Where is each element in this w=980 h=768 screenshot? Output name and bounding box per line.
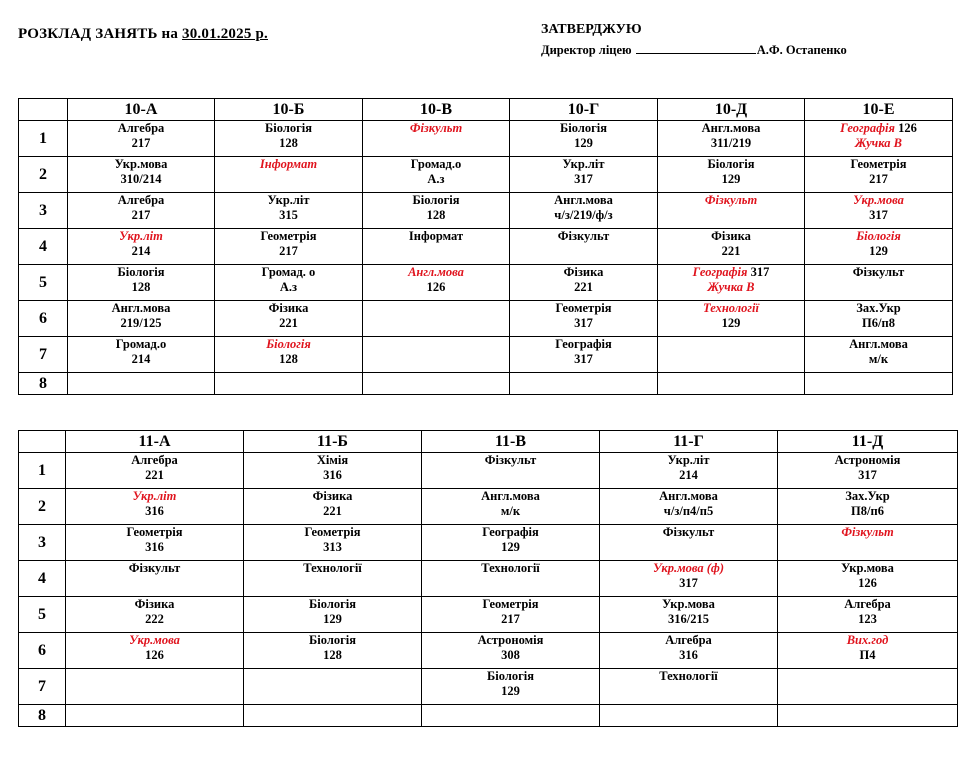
subject-name: Фізика [134,597,175,611]
room-number: 214 [131,244,151,258]
room-number: 221 [145,468,164,482]
lesson-cell [215,265,363,301]
subject-name: Технології [481,561,540,575]
lesson-cell [510,229,658,265]
room-number: 313 [323,540,342,554]
lesson-cell [244,489,422,525]
room-number: 128 [426,208,446,222]
class-header: 10-Г [510,99,658,121]
lesson-cell [658,193,805,229]
lesson-cell [658,265,805,301]
lesson-cell [422,597,600,633]
signature-line [636,42,756,54]
table-body [19,121,953,395]
room-number: А.з [279,280,298,294]
subject-name: Алгебра [665,633,712,647]
lesson-cell [600,669,778,705]
title-prefix: РОЗКЛАД ЗАНЯТЬ на [18,26,183,42]
room-number: 129 [501,684,520,698]
lesson-cell [658,337,805,373]
room-number: 221 [574,280,593,294]
room-number: 217 [501,612,520,626]
subject-name: Фізкульт [409,121,463,135]
room-number: П4 [859,648,876,662]
room-number: 316/215 [668,612,709,626]
room-number: 128 [131,280,151,294]
room-number: 214 [131,352,151,366]
room-number: м/к [868,352,889,366]
lesson-cell [68,337,215,373]
subject-name: Громад.о [410,157,462,171]
lesson-cell [215,229,363,265]
lesson-cell [600,489,778,525]
lesson-cell [66,597,244,633]
lesson-cell [66,669,244,705]
lesson-row [19,265,953,301]
lesson-number: 2 [19,157,68,193]
room-number: 317 [574,172,593,186]
schedule-table-grade-11 [18,430,958,727]
lesson-cell [805,337,953,373]
class-header: 10-Е [805,99,953,121]
subject-name: Технології [659,669,718,683]
director-label: Директор ліцею [541,43,635,57]
lesson-cell [778,489,958,525]
lesson-cell [422,489,600,525]
subject-name: Географія [840,121,895,135]
subject-name: Фізкульт [128,561,181,575]
room-number: 126 [145,648,164,662]
lesson-cell [805,301,953,337]
lesson-cell [363,157,510,193]
room-number: А.з [427,172,445,186]
room-number: 129 [323,612,342,626]
lesson-cell [215,157,363,193]
lesson-number: 1 [19,121,68,157]
lesson-cell [778,597,958,633]
subject-name: Біологія [117,265,165,279]
lesson-number: 3 [19,193,68,229]
subject-name: Укр.мова [662,597,715,611]
subject-name: Біологія [265,121,312,135]
subject-name: Хімія [316,453,349,467]
room-number: 217 [279,244,298,258]
lesson-number: 7 [19,669,66,705]
lesson-cell [658,157,805,193]
schedule-title [18,26,268,43]
lesson-row [19,525,958,561]
subject-name: Укр.літ [667,453,710,467]
lesson-cell [363,373,510,395]
subject-name [805,121,952,136]
subject-name: Фізкульт [841,525,894,539]
room-number: 222 [145,612,164,626]
subject-name: Фізкульт [662,525,715,539]
subject-name: Геометрія [555,301,612,315]
lesson-number: 8 [19,373,68,395]
subject-name: Фізика [312,489,353,503]
subject-name: Англ.мова [701,121,761,135]
subject-name: Алгебра [117,121,165,135]
lesson-number: 8 [19,705,66,727]
lesson-number: 5 [19,265,68,301]
subject-name: Геометрія [850,157,907,171]
room-number: 221 [721,244,741,258]
approval-block [541,20,847,60]
subject-name: Вих.год [846,633,889,647]
room-number: 214 [679,468,698,482]
subject-name: Алгебра [844,597,891,611]
corner-cell [19,99,68,121]
subject-name: Геометрія [126,525,183,539]
room-number: 129 [721,316,741,330]
lesson-cell [363,193,510,229]
room-number: 317 [858,468,877,482]
subject-name: Фізика [563,265,604,279]
lesson-number: 1 [19,453,66,489]
room-number: м/к [500,504,521,518]
subject-name: Англ.мова [659,489,718,503]
lesson-row [19,373,953,395]
subject-name: Укр.мова (ф) [652,561,725,575]
room-number: 315 [279,208,298,222]
lesson-cell [778,669,958,705]
lesson-row [19,633,958,669]
lesson-number: 4 [19,229,68,265]
schedule-table-grade-10 [18,98,953,395]
room-number: 316 [323,468,342,482]
lesson-row [19,337,953,373]
lesson-cell [510,373,658,395]
lesson-cell [66,453,244,489]
lesson-cell [215,301,363,337]
lesson-row [19,453,958,489]
lesson-cell [600,453,778,489]
class-header: 11-А [66,431,244,453]
subject-name: Укр.мова [114,157,168,171]
room-number: 126 [894,121,917,135]
lesson-cell [244,597,422,633]
room-number: 310/214 [120,172,162,186]
room-number: 126 [426,280,446,294]
class-header: 11-Г [600,431,778,453]
subject-name: Англ.мова [481,489,540,503]
approve-label: ЗАТВЕРДЖУЮ [541,22,642,37]
room-number: 308 [501,648,520,662]
room-number: 221 [279,316,298,330]
lesson-row [19,121,953,157]
lesson-cell [510,337,658,373]
corner-cell [19,431,66,453]
class-header: 10-Д [658,99,805,121]
lesson-number: 2 [19,489,66,525]
table-body [19,453,958,727]
lesson-cell [215,373,363,395]
room-number: 317 [747,265,770,279]
subject-name: Біологія [412,193,460,207]
lesson-row [19,301,953,337]
class-header: 10-В [363,99,510,121]
lesson-cell [422,453,600,489]
lesson-number: 7 [19,337,68,373]
lesson-cell [658,229,805,265]
room-number: 128 [279,352,298,366]
lesson-cell [68,301,215,337]
lesson-row [19,705,958,727]
lesson-cell [66,705,244,727]
subject-name: Біологія [560,121,607,135]
header-row [19,431,958,453]
subject-name: Укр.літ [119,229,163,243]
lesson-row [19,229,953,265]
class-header: 11-В [422,431,600,453]
subject-name: Астрономія [477,633,544,647]
subject-name: Технології [703,301,759,315]
director-line [541,40,847,60]
room-number: 128 [323,648,342,662]
room-number: П6/п8 [862,316,895,330]
room-number: 317 [574,316,593,330]
room-number: 317 [869,208,888,222]
subject-name: Фізика [268,301,309,315]
lesson-cell [658,121,805,157]
header-row [19,99,953,121]
lesson-cell [215,121,363,157]
lesson-cell [778,705,958,727]
subject-name: Англ.мова [408,265,464,279]
lesson-cell [805,193,953,229]
subject-name: Біологія [707,157,755,171]
lesson-number: 6 [19,301,68,337]
subject-name: Алгебра [131,453,178,467]
lesson-cell [68,193,215,229]
room-number: 316 [145,504,164,518]
room-number: ч/з/п4/п5 [663,504,714,518]
lesson-row [19,561,958,597]
subject-name: Інформат [408,229,464,243]
subject-name: Англ.мова [849,337,908,351]
room-number: 129 [501,540,520,554]
subject-name: Біологія [309,597,356,611]
lesson-cell [805,157,953,193]
subject-name: Зах.Укр [856,301,901,315]
lesson-cell [600,561,778,597]
lesson-row [19,489,958,525]
lesson-cell [363,265,510,301]
subject-name: Англ.мова [111,301,171,315]
lesson-cell [66,561,244,597]
lesson-cell [422,669,600,705]
lesson-row [19,157,953,193]
room-number: 311/219 [710,136,752,150]
lesson-cell [778,561,958,597]
class-header: 10-А [68,99,215,121]
subject-name: Інформат [259,157,318,171]
class-header: 11-Д [778,431,958,453]
lesson-cell [66,525,244,561]
lesson-cell [778,453,958,489]
room-number: 123 [858,612,877,626]
subject-name [658,265,804,280]
lesson-cell [68,265,215,301]
subject-name: Громад. о [261,265,316,279]
lesson-cell [422,561,600,597]
lesson-cell [600,597,778,633]
subject-name: Фізкульт [704,193,758,207]
lesson-cell [658,373,805,395]
lesson-cell [244,561,422,597]
schedule-date: 30.01.2025 р. [182,26,268,42]
subject-name: Укр.мова [841,561,894,575]
lesson-cell [600,633,778,669]
room-number: 316 [679,648,698,662]
room-number: 219/125 [120,316,162,330]
lesson-cell [805,265,953,301]
lesson-cell [363,337,510,373]
lesson-row [19,597,958,633]
subject-name: Технології [303,561,362,575]
lesson-cell [658,301,805,337]
lesson-row [19,193,953,229]
subject-name: Біологія [309,633,356,647]
room-number: 317 [679,576,698,590]
lesson-cell [422,705,600,727]
lesson-cell [510,121,658,157]
lesson-cell [363,229,510,265]
lesson-number: 3 [19,525,66,561]
lesson-cell [68,373,215,395]
room-number: 217 [869,172,888,186]
class-header: 11-Б [244,431,422,453]
room-number: 128 [279,136,298,150]
subject-name: Укр.мова [129,633,180,647]
lesson-cell [244,453,422,489]
lesson-cell [600,705,778,727]
lesson-number: 4 [19,561,66,597]
lesson-cell [778,633,958,669]
subject-name: Геометрія [482,597,539,611]
lesson-cell [510,157,658,193]
subject-name: Алгебра [117,193,165,207]
subject-name: Фізкульт [852,265,905,279]
director-name: А.Ф. Остапенко [756,43,847,57]
subject-name: Укр.літ [562,157,605,171]
subject-name: Геометрія [260,229,317,243]
room-number: ч/з/219/ф/з [554,208,613,222]
lesson-cell [244,633,422,669]
subject-name: Англ.мова [554,193,613,207]
subject-name: Біологія [487,669,534,683]
lesson-cell [244,525,422,561]
lesson-cell [363,121,510,157]
lesson-cell [66,633,244,669]
lesson-row [19,669,958,705]
subject-name: Укр.літ [132,489,177,503]
subject-name: Фізика [711,229,751,243]
room-number: 129 [721,172,741,186]
subject-name: Фізкульт [484,453,537,467]
subject-name: Географія [555,337,612,351]
lesson-cell [363,301,510,337]
lesson-cell [422,633,600,669]
room-number: 317 [574,352,593,366]
subject-name: Фізкульт [557,229,610,243]
lesson-number: 5 [19,597,66,633]
lesson-cell [510,193,658,229]
subject-name: Громад.о [115,337,167,351]
room-number: 221 [323,504,342,518]
room-number: 126 [858,576,877,590]
room-number: П8/п6 [851,504,884,518]
subject-name: Укр.мова [853,193,904,207]
lesson-number: 6 [19,633,66,669]
subject-name: Біологія [266,337,311,351]
lesson-cell [215,337,363,373]
subject-name: Біологія [856,229,901,243]
lesson-cell [68,121,215,157]
room-number: Жучка В [707,280,755,294]
lesson-cell [805,373,953,395]
subject-name: Зах.Укр [845,489,890,503]
room-number: 217 [131,208,151,222]
lesson-cell [778,525,958,561]
lesson-cell [805,121,953,157]
lesson-cell [510,301,658,337]
lesson-cell [215,193,363,229]
lesson-cell [805,229,953,265]
lesson-cell [244,705,422,727]
subject-name: Укр.літ [267,193,310,207]
subject-name: Географія [482,525,539,539]
subject-name: Геометрія [304,525,361,539]
class-header: 10-Б [215,99,363,121]
lesson-cell [66,489,244,525]
subject-name: Астрономія [834,453,901,467]
subject-name: Географія [692,265,748,279]
room-number: Жучка В [855,136,902,150]
lesson-cell [600,525,778,561]
lesson-cell [68,157,215,193]
lesson-cell [68,229,215,265]
room-number: 129 [869,244,888,258]
lesson-cell [510,265,658,301]
lesson-cell [422,525,600,561]
room-number: 217 [131,136,151,150]
lesson-cell [244,669,422,705]
room-number: 316 [145,540,164,554]
room-number: 129 [574,136,593,150]
